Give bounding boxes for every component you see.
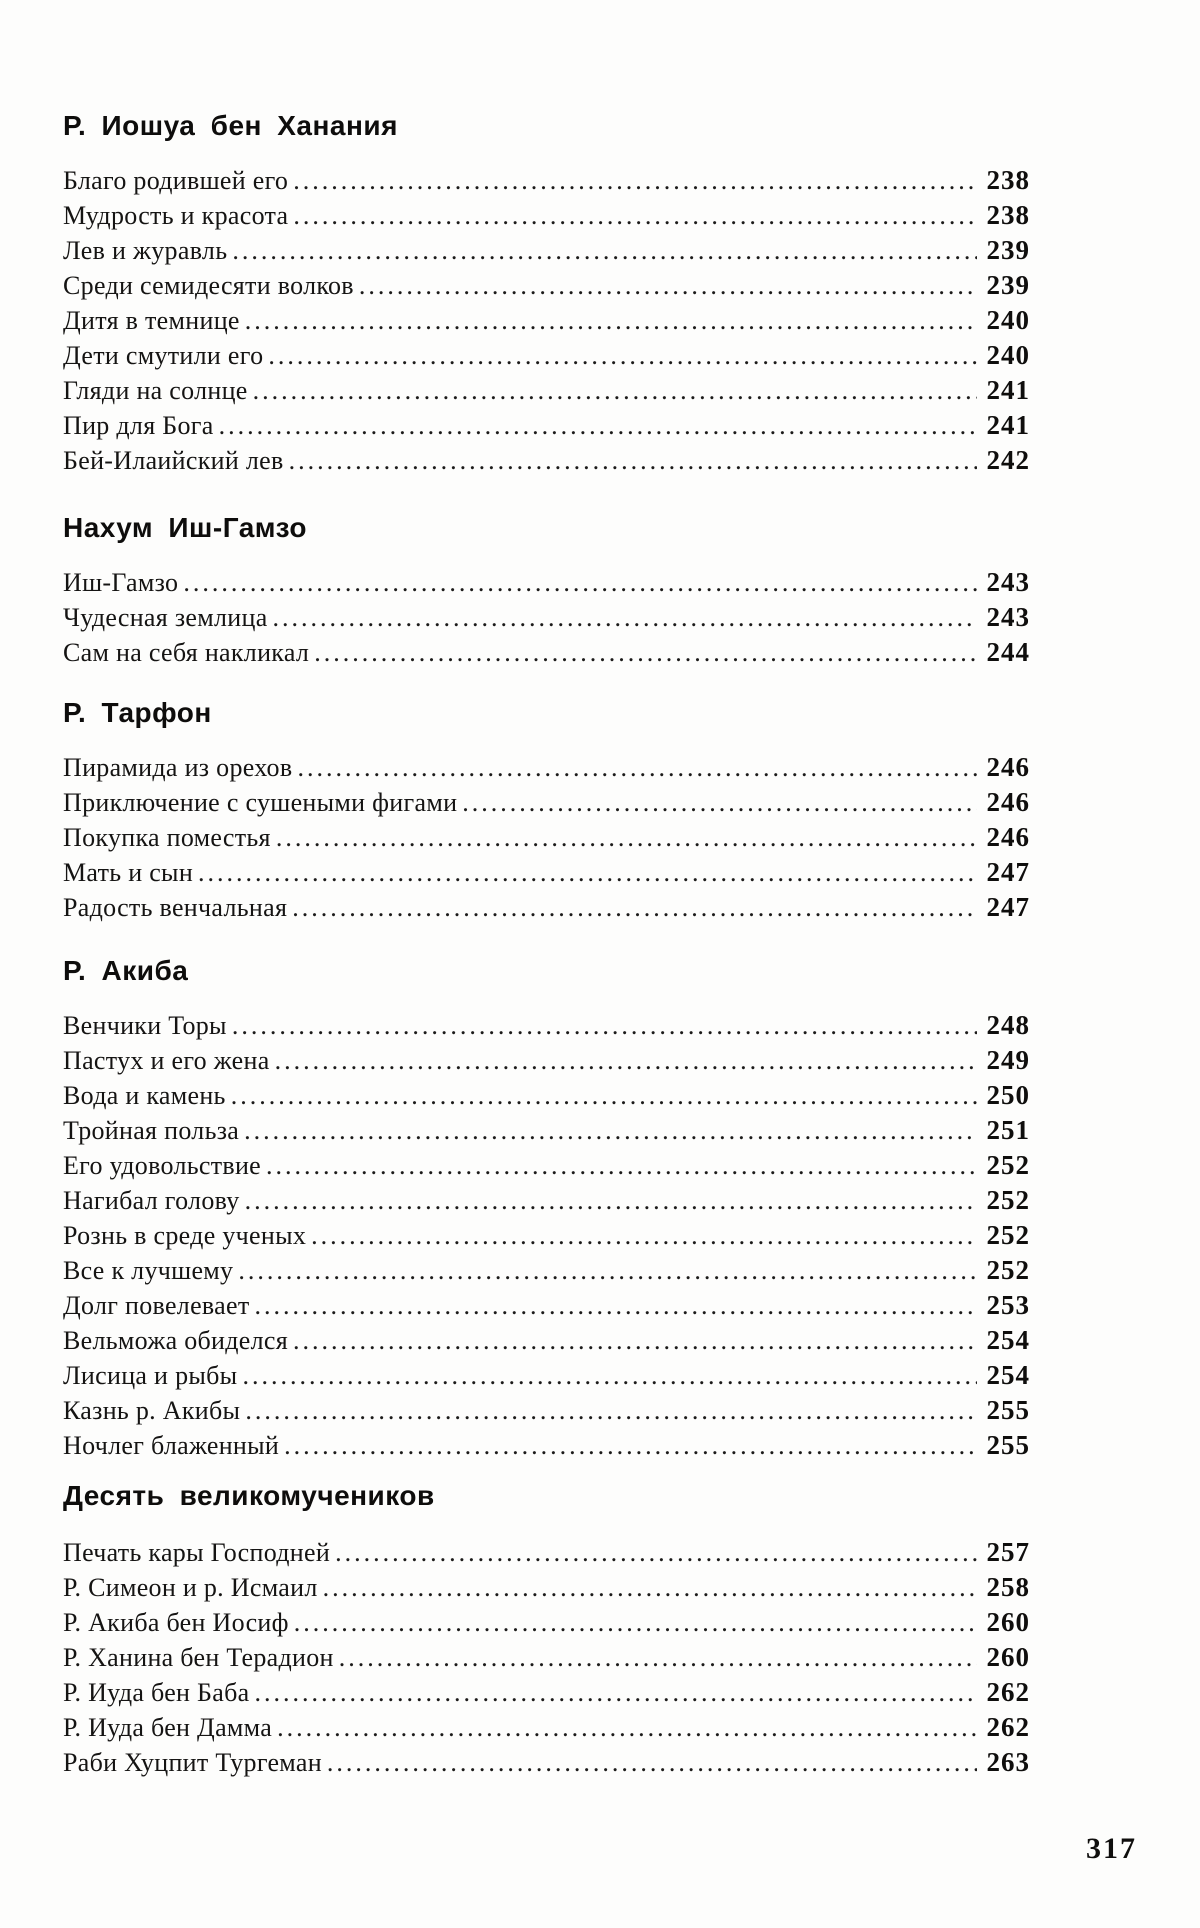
dot-leader — [314, 635, 977, 670]
dot-leader — [327, 1745, 977, 1780]
dot-leader — [238, 1253, 977, 1288]
toc-entry — [63, 1148, 1030, 1183]
toc-entry-page-number: 254 — [986, 1360, 1030, 1390]
dot-leader — [219, 408, 977, 443]
toc-entry-page-number: 252 — [986, 1185, 1030, 1215]
toc-entry-page-number: 253 — [986, 1290, 1030, 1320]
toc-entry-title: Среди семидесяти волков — [63, 271, 354, 300]
folio-page-number: 317 — [1086, 1832, 1137, 1865]
toc-entry-page-number: 251 — [986, 1115, 1030, 1145]
dot-leader — [339, 1640, 977, 1675]
dot-leader — [266, 1148, 977, 1183]
toc-entry-page-number: 243 — [986, 567, 1030, 597]
toc-entry-title: Все к лучшему — [63, 1256, 234, 1285]
toc-entry-page-number: 247 — [986, 892, 1030, 922]
dot-leader — [245, 1183, 977, 1218]
toc-entry-page-number: 238 — [986, 165, 1030, 195]
toc-entry-title: Тройная польза — [63, 1116, 240, 1145]
toc-entry — [63, 268, 1030, 303]
toc-entry-title: Печать кары Господней — [63, 1538, 331, 1567]
toc-entry — [63, 1323, 1030, 1358]
toc-entry-page-number: 239 — [986, 235, 1030, 265]
toc-entry-title: Приключение с сушеными фигами — [63, 788, 458, 817]
dot-leader — [268, 338, 977, 373]
toc-entry-title: Мудрость и красота — [63, 201, 289, 230]
dot-leader — [255, 1288, 978, 1323]
toc-entry-title: Чудесная землица — [63, 603, 268, 632]
toc-entry — [63, 303, 1030, 338]
toc-entry-title: Его удовольствие — [63, 1151, 262, 1180]
dot-leader — [245, 1393, 977, 1428]
toc-entry-page-number: 247 — [986, 857, 1030, 887]
toc-entry-title: Р. Иуда бен Дамма — [63, 1713, 273, 1742]
toc-entry — [63, 1218, 1030, 1253]
toc-entry-title: Сам на себя накликал — [63, 638, 310, 667]
dot-leader — [242, 1358, 977, 1393]
toc-entry-page-number: 263 — [986, 1747, 1030, 1777]
toc-entry-list — [63, 1535, 1030, 1780]
dot-leader — [297, 750, 977, 785]
toc-entry-page-number: 240 — [986, 305, 1030, 335]
dot-leader — [293, 1323, 977, 1358]
toc-entry-title: Иш-Гамзо — [63, 568, 179, 597]
toc-entry-page-number: 241 — [986, 410, 1030, 440]
toc-entry — [63, 565, 1030, 600]
toc-entry — [63, 1043, 1030, 1078]
toc-entry-page-number: 246 — [986, 822, 1030, 852]
toc-entry-list — [63, 565, 1030, 670]
dot-leader — [273, 600, 977, 635]
toc-section — [63, 510, 1030, 670]
dot-leader — [198, 855, 977, 890]
dot-leader — [231, 1078, 977, 1113]
toc-entry-title: Казнь р. Акибы — [63, 1396, 241, 1425]
dot-leader — [293, 163, 977, 198]
toc-entry — [63, 1745, 1030, 1780]
toc-entry-page-number: 252 — [986, 1150, 1030, 1180]
dot-leader — [276, 820, 977, 855]
dot-leader — [323, 1570, 977, 1605]
dot-leader — [311, 1218, 977, 1253]
toc-entry — [63, 890, 1030, 925]
dot-leader — [245, 303, 977, 338]
toc-entry-page-number: 248 — [986, 1010, 1030, 1040]
toc-entry-title: Пир для Бога — [63, 411, 214, 440]
toc-entry — [63, 785, 1030, 820]
toc-entry-page-number: 258 — [986, 1572, 1030, 1602]
toc-entry-title: Ночлег блаженный — [63, 1431, 280, 1460]
toc-entry — [63, 1675, 1030, 1710]
toc-entry-page-number: 246 — [986, 752, 1030, 782]
toc-entry-title: Рознь в среде ученых — [63, 1221, 307, 1250]
toc-entry — [63, 750, 1030, 785]
toc-entry-page-number: 249 — [986, 1045, 1030, 1075]
toc-entry — [63, 1710, 1030, 1745]
toc-entry-page-number: 241 — [986, 375, 1030, 405]
toc-entry-title: Покупка поместья — [63, 823, 271, 852]
toc-entry-page-number: 242 — [986, 445, 1030, 475]
toc-entry — [63, 635, 1030, 670]
dot-leader — [462, 785, 977, 820]
toc-entry-page-number: 238 — [986, 200, 1030, 230]
toc-entry-title: Вода и камень — [63, 1081, 226, 1110]
toc-entry — [63, 443, 1030, 478]
toc-entry — [63, 820, 1030, 855]
toc-entry — [63, 198, 1030, 233]
toc-entry — [63, 233, 1030, 268]
toc-entry-title: Бей-Илаийский лев — [63, 446, 284, 475]
dot-leader — [294, 1605, 977, 1640]
toc-section — [63, 953, 1030, 1463]
dot-leader — [232, 1008, 977, 1043]
toc-entry-title: Лев и журавль — [63, 236, 228, 265]
toc-entry-title: Пирамида из орехов — [63, 753, 293, 782]
toc-entry-page-number: 260 — [986, 1642, 1030, 1672]
toc-entry-title: Лисица и рыбы — [63, 1361, 238, 1390]
toc-entry — [63, 408, 1030, 443]
toc-entry-page-number: 252 — [986, 1220, 1030, 1250]
toc-entry-page-number: 240 — [986, 340, 1030, 370]
toc-entry-title: Пастух и его жена — [63, 1046, 270, 1075]
toc-entry — [63, 163, 1030, 198]
toc-entry-title: Р. Иуда бен Баба — [63, 1678, 250, 1707]
toc-entry — [63, 1640, 1030, 1675]
section-heading: Десять великомучеников — [63, 1480, 435, 1511]
toc-entry-page-number: 243 — [986, 602, 1030, 632]
toc-entry-page-number: 252 — [986, 1255, 1030, 1285]
toc-entry — [63, 1183, 1030, 1218]
section-heading: Р. Акиба — [63, 955, 189, 986]
toc-entry-page-number: 246 — [986, 787, 1030, 817]
dot-leader — [253, 373, 977, 408]
toc-entry-title: Дитя в темнице — [63, 306, 240, 335]
toc-entry-page-number: 250 — [986, 1080, 1030, 1110]
toc-entry — [63, 373, 1030, 408]
toc-content — [63, 108, 1030, 1780]
section-heading: Р. Тарфон — [63, 697, 212, 728]
dot-leader — [255, 1675, 978, 1710]
dot-leader — [244, 1113, 977, 1148]
dot-leader — [335, 1535, 977, 1570]
toc-entry — [63, 1008, 1030, 1043]
section-heading: Нахум Иш-Гамзо — [63, 512, 307, 543]
toc-entry — [63, 1428, 1030, 1463]
dot-leader — [183, 565, 977, 600]
dot-leader — [292, 890, 977, 925]
toc-entry-title: Р. Акиба бен Иосиф — [63, 1608, 289, 1637]
toc-entry — [63, 855, 1030, 890]
toc-entry-page-number: 255 — [986, 1395, 1030, 1425]
toc-entry — [63, 1570, 1030, 1605]
toc-entry-title: Р. Ханина бен Терадион — [63, 1643, 334, 1672]
toc-entry-page-number: 262 — [986, 1712, 1030, 1742]
dot-leader — [277, 1710, 977, 1745]
dot-leader — [289, 443, 977, 478]
dot-leader — [232, 233, 977, 268]
toc-entry-page-number: 262 — [986, 1677, 1030, 1707]
toc-entry — [63, 1393, 1030, 1428]
toc-entry-page-number: 254 — [986, 1325, 1030, 1355]
toc-entry-page-number: 257 — [986, 1537, 1030, 1567]
toc-entry-title: Радость венчальная — [63, 893, 288, 922]
toc-section — [63, 1478, 1030, 1780]
dot-leader — [275, 1043, 977, 1078]
toc-entry — [63, 1535, 1030, 1570]
toc-entry-title: Дети смутили его — [63, 341, 264, 370]
toc-entry-title: Вельможа обиделся — [63, 1326, 289, 1355]
toc-entry — [63, 1358, 1030, 1393]
toc-entry — [63, 1288, 1030, 1323]
toc-entry-title: Гляди на солнце — [63, 376, 248, 405]
dot-leader — [359, 268, 977, 303]
toc-entry-title: Долг повелевает — [63, 1291, 250, 1320]
toc-entry — [63, 600, 1030, 635]
toc-entry-list — [63, 163, 1030, 478]
toc-entry — [63, 1078, 1030, 1113]
toc-entry — [63, 1253, 1030, 1288]
toc-section — [63, 108, 1030, 478]
toc-entry-page-number: 260 — [986, 1607, 1030, 1637]
toc-entry-page-number: 244 — [986, 637, 1030, 667]
toc-section — [63, 695, 1030, 925]
toc-entry-list — [63, 1008, 1030, 1463]
toc-entry-title: Р. Симеон и р. Исмаил — [63, 1573, 318, 1602]
toc-entry-page-number: 239 — [986, 270, 1030, 300]
dot-leader — [293, 198, 977, 233]
toc-entry-title: Нагибал голову — [63, 1186, 240, 1215]
toc-entry-title: Венчики Торы — [63, 1011, 227, 1040]
toc-entry — [63, 1605, 1030, 1640]
toc-entry-title: Благо родившей его — [63, 166, 289, 195]
toc-entry-title: Раби Хуцпит Тургеман — [63, 1748, 322, 1777]
dot-leader — [284, 1428, 977, 1463]
toc-entry-page-number: 255 — [986, 1430, 1030, 1460]
toc-entry-list — [63, 750, 1030, 925]
toc-entry — [63, 338, 1030, 373]
toc-entry-title: Мать и сын — [63, 858, 194, 887]
section-heading: Р. Иошуа бен Ханания — [63, 110, 398, 141]
toc-entry — [63, 1113, 1030, 1148]
